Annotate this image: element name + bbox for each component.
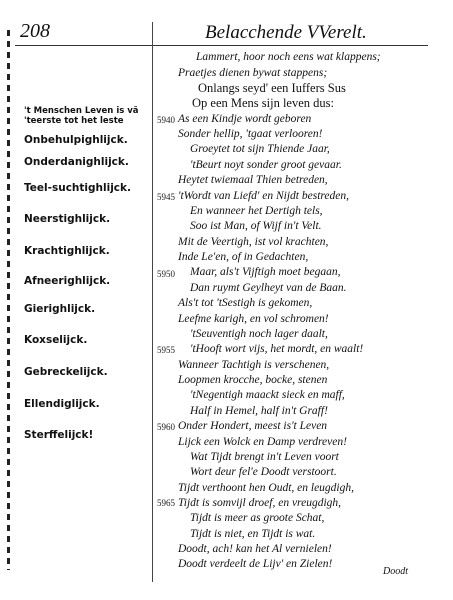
margin-note: Afneerighlijck. (24, 275, 111, 287)
line-number: 5950 (157, 269, 175, 279)
verse-line: Inde Le'en, of in Gedachten, (178, 251, 309, 263)
verse-line: Tijdt is somvijl droef, en vreugdigh, (178, 497, 342, 509)
verse-line: Heytet twiemaal Thien betreden, (178, 174, 328, 186)
margin-note: Koxselijck. (24, 334, 88, 346)
margin-note: Krachtighlijck. (24, 245, 110, 257)
margin-note: Sterffelijck! (24, 429, 94, 441)
verse-line: Sonder hellip, 'tgaat verlooren! (178, 128, 323, 140)
verse-line: Wat Tijdt brengt in't Leven voort (190, 451, 339, 463)
verse-line: 'tNegentigh maackt sieck en maff, (190, 389, 345, 401)
verse-line: Dan ruymt Geylheyt van de Baan. (190, 282, 347, 294)
verse-line: Lammert, hoor noch eens wat klappens; (196, 51, 381, 63)
line-number: 5945 (157, 192, 175, 202)
header-rule (15, 45, 428, 46)
verse-line: 'tWordt van Liefd' en Nijdt bestreden, (178, 190, 350, 202)
margin-note: Gebreckelijck. (24, 366, 108, 378)
verse-line: Tijdt verthoont hen Oudt, en leugdigh, (178, 482, 354, 494)
verse-line: Doodt, ach! kan het Al vernielen! (178, 543, 332, 555)
verse-line: Als't tot 'tSestigh is gekomen, (178, 297, 313, 309)
verse-line: Op een Mens sijn leven dus: (192, 96, 334, 110)
page-edge-shadow (7, 30, 10, 570)
verse-line: Onlangs seyd' een Iuffers Sus (198, 81, 346, 95)
verse-line: Wort deur fel'e Doodt verstoort. (190, 466, 337, 478)
verse-line: Half in Hemel, half in't Graff! (190, 405, 328, 417)
verse-line: Maar, als't Vijftigh moet begaan, (190, 266, 341, 278)
line-number: 5965 (157, 498, 175, 508)
verse-line: Doodt verdeelt de Lijv' en Zielen! (178, 558, 333, 570)
page-number: 208 (20, 20, 50, 42)
verse-line: 'tSeuventigh noch lager daalt, (190, 328, 328, 340)
verse-line: 'tBeurt noyt sonder groot gevaar. (190, 159, 342, 171)
verse-line: Soo ist Man, of Wijf in't Velt. (190, 220, 322, 232)
margin-note: Neerstighlijck. (24, 213, 111, 225)
verse-line: En wanneer het Dertigh tels, (190, 205, 323, 217)
line-number: 5955 (157, 345, 175, 355)
running-title: Belacchende VVerelt. (205, 22, 367, 43)
verse-line: Tijdt is niet, en Tijdt is wat. (190, 528, 316, 540)
verse-line: Lijck een Wolck en Damp verdreven! (178, 436, 347, 448)
margin-note-title-2: 'teerste tot het leste (24, 116, 124, 126)
margin-column-rule (152, 22, 153, 582)
margin-note: Teel-suchtighlijck. (24, 182, 131, 194)
verse-line: Praetjes dienen bywat stappens; (178, 67, 328, 79)
verse-line: Tijdt is meer as groote Schat, (190, 512, 325, 524)
catchword: Doodt (383, 566, 408, 577)
verse-line: Loopmen krocche, bocke, stenen (178, 374, 328, 386)
margin-note: Onderdanighlijck. (24, 156, 129, 168)
verse-line: As een Kindje wordt geboren (178, 113, 312, 125)
verse-line: Groeytet tot sijn Thiende Jaar, (190, 143, 330, 155)
verse-line: Wanneer Tachtigh is verschenen, (178, 359, 330, 371)
line-number: 5960 (157, 422, 175, 432)
line-number: 5940 (157, 115, 175, 125)
verse-line: Leefme karigh, en vol schromen! (178, 313, 329, 325)
margin-note: Gierighlijck. (24, 303, 96, 315)
verse-line: Onder Hondert, meest is't Leven (178, 420, 328, 432)
margin-note: Onbehulpighlijck. (24, 134, 128, 146)
verse-line: 'tHooft wort vijs, het mordt, en waalt! (190, 343, 364, 355)
verse-line: Mit de Veertigh, ist vol krachten, (178, 236, 329, 248)
margin-note: Ellendiglijck. (24, 398, 100, 410)
margin-note-title-1: 't Menschen Leven is vã (24, 106, 139, 116)
